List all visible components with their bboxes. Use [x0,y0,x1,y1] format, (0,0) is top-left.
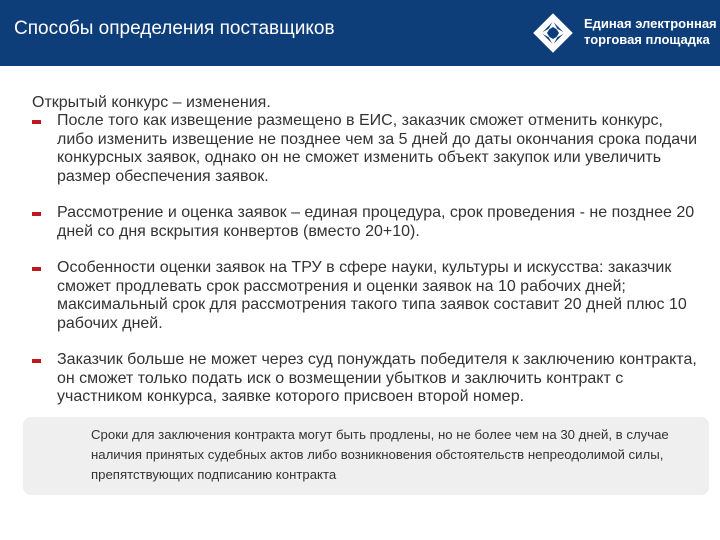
section-subtitle: Открытый конкурс – изменения. [32,94,271,111]
logo [530,8,717,58]
bullet-marker-icon [32,267,41,271]
bullet-list [32,112,700,425]
logo-mark-icon [530,10,576,56]
bullet-marker-icon [32,359,41,363]
note-box [23,417,709,495]
bullet-text: Рассмотрение и оценка заявок – единая процедура, срок проведения - не позднее 20 дней со дня вскрытия конвертов (вместо 20+10). [57,204,695,240]
bullet-marker-icon [32,212,41,216]
note-text: Сроки для заключения контракта могут быть продлены, но не более чем на 30 дней, в случае наличия принятых судебных актов либо возникновения обстоятельств непреодолимой силы, препятствующих подписанию контракта [91,427,669,482]
bullet-item [32,351,700,407]
bullet-text: Заказчик больше не может через суд понуждать победителя к заключению контракта, он сможет только подать иск о возмещении убытков и заключить контракт с участником конкурса, заявке которого присвоен второй номер. [57,351,697,405]
bullet-marker-icon [32,120,41,124]
logo-line-2: торговая площадка [584,32,710,47]
bullet-item [32,259,700,333]
page-title: Способы определения поставщиков [14,18,335,39]
logo-line-1: Единая электронная [584,16,717,31]
bullet-text: Особенности оценки заявок на ТРУ в сфере науки, культуры и искусства: заказчик сможет продлевать срок рассмотрения и оценки заявок на 10 рабочих дней; максимальный срок для рассмотрения такого типа заявок составит 20 дней плюс 10 рабочих дней. [57,259,687,332]
bullet-item [32,204,700,241]
bullet-item [32,112,700,186]
header-bar [0,0,720,66]
logo-text [584,16,717,48]
bullet-text: После того как извещение размещено в ЕИС, заказчик сможет отменить конкурс, либо изменить извещение не позднее чем за 5 дней до даты окончания срока подачи конкурсных заявок, однако он не сможет изменить объект закупок или увеличить размер обеспечения заявок. [57,112,698,185]
